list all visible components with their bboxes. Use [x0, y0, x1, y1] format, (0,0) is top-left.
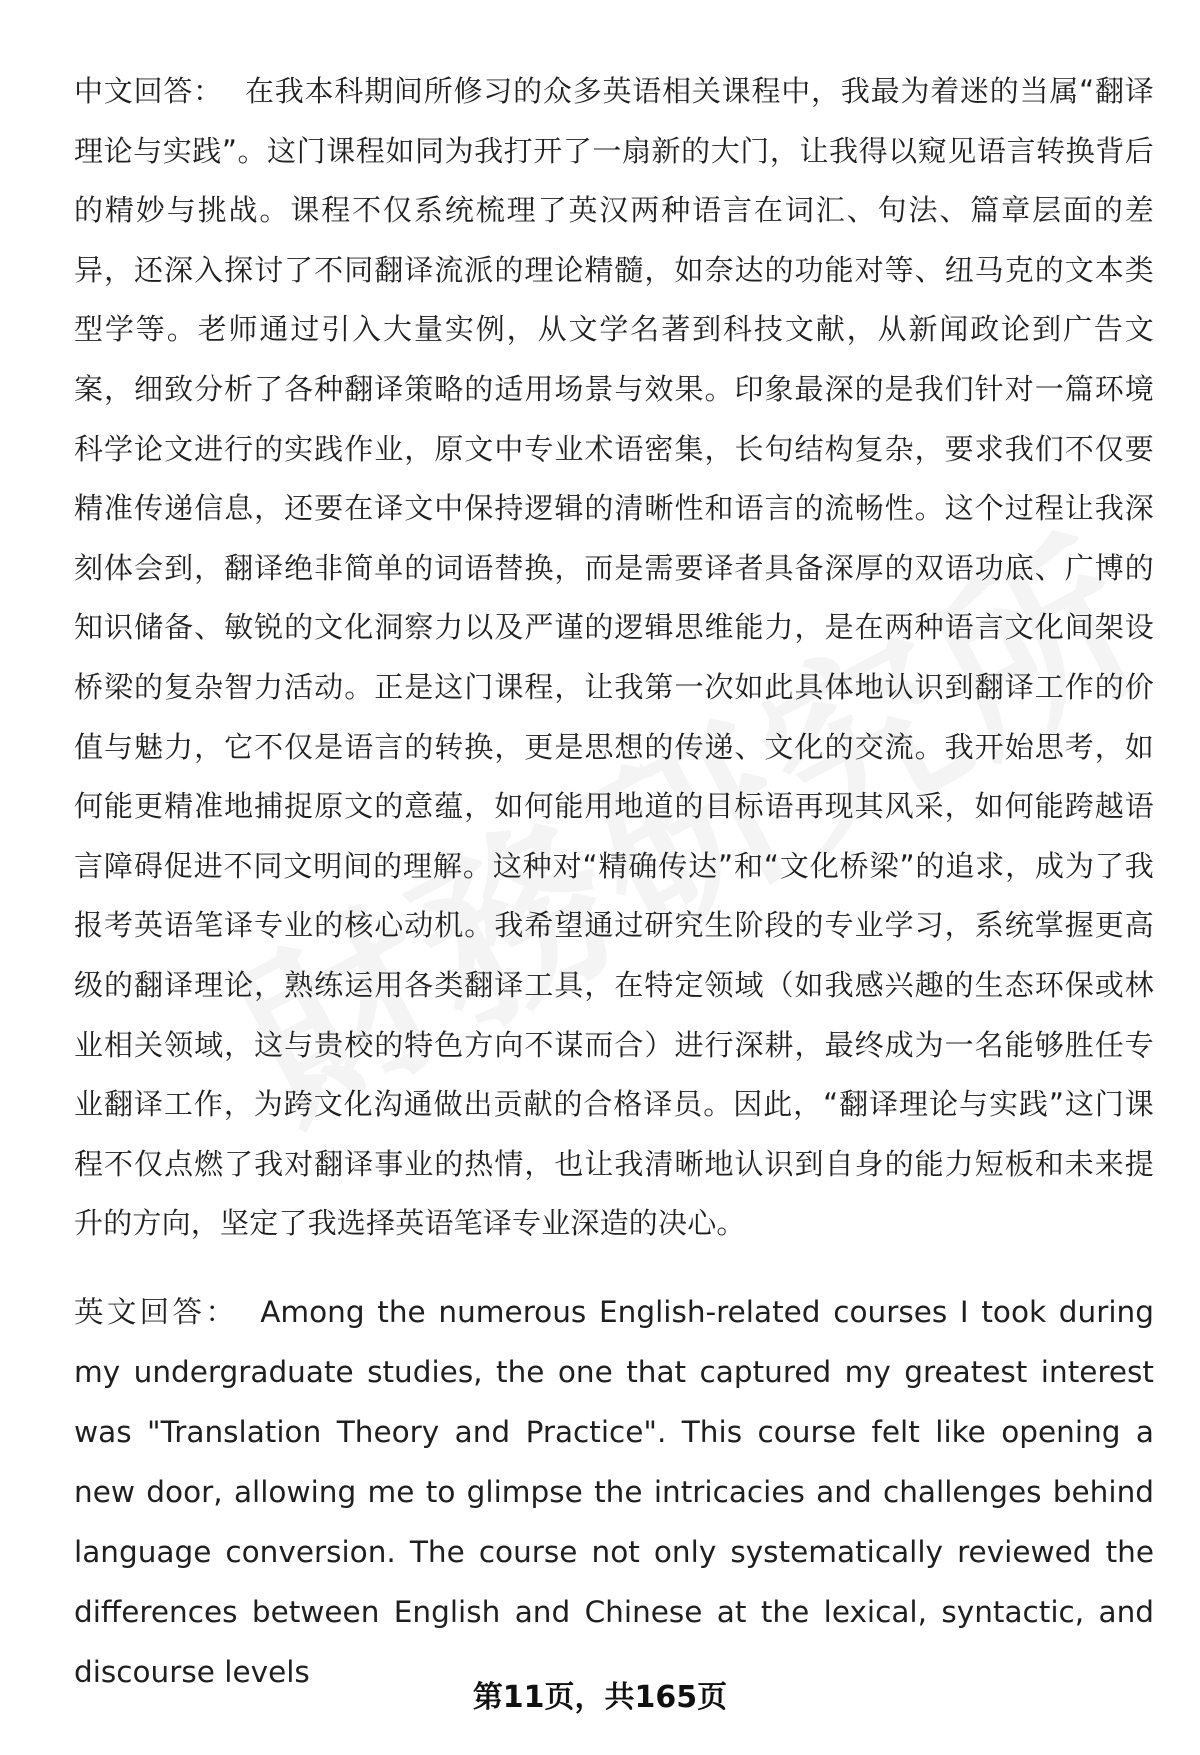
chinese-answer-paragraph [74, 62, 1154, 1254]
english-answer-label: 英文回答： [74, 1295, 239, 1329]
chinese-answer-label: 中文回答： [74, 74, 223, 108]
english-answer-paragraph [74, 1282, 1154, 1702]
english-answer-text: Among the numerous English-related courses I took during my undergraduate studies, the one that captured my greatest interest was "Translation Theory and Practice". This course felt like opening a new door, allowing me to glimpse the intricacies and challenges behind language conversion. The course not only systematically reviewed the differences between English and Chinese at the lexical, syntactic, and discourse levels [74, 1295, 1154, 1689]
page-number: 第11页，共165页 [472, 1680, 728, 1715]
chinese-answer-text: 在我本科期间所修习的众多英语相关课程中，我最为着迷的当属“翻译理论与实践”。这门课程如同为我打开了一扇新的大门，让我得以窥见语言转换背后的精妙与挑战。课程不仅系统梳理了英汉两种语言在词汇、句法、篇章层面的差异，还深入探讨了不同翻译流派的理论精髓，如奈达的功能对等、纽马克的文本类型学等。老师通过引入大量实例，从文学名著到科技文献，从新闻政论到广告文案，细致分析了各种翻译策略的适用场景与效果。印象最深的是我们针对一篇环境科学论文进行的实践作业，原文中专业术语密集，长句结构复杂，要求我们不仅要精准传递信息，还要在译文中保持逻辑的清晰性和语言的流畅性。这个过程让我深刻体会到，翻译绝非简单的词语替换，而是需要译者具备深厚的双语功底、广博的知识储备、敏锐的文化洞察力以及严谨的逻辑思维能力，是在两种语言文化间架设桥梁的复杂智力活动。正是这门课程，让我第一次如此具体地认识到翻译工作的价值与魅力，它不仅是语言的转换，更是思想的传递、文化的交流。我开始思考，如何能更精准地捕捉原文的意蕴，如何能用地道的目标语再现其风采，如何能跨越语言障碍促进不同文明间的理解。这种对“精确传达”和“文化桥梁”的追求，成为了我报考英语笔译专业的核心动机。我希望通过研究生阶段的专业学习，系统掌握更高级的翻译理论，熟练运用各类翻译工具，在特定领域（如我感兴趣的生态环保或林业相关领域，这与贵校的特色方向不谋而合）进行深耕，最终成为一名能够胜任专业翻译工作，为跨文化沟通做出贡献的合格译员。因此，“翻译理论与实践”这门课程不仅点燃了我对翻译事业的热情，也让我清晰地认识到自身的能力短板和未来提升的方向，坚定了我选择英语笔译专业深造的决心。 [74, 74, 1154, 1241]
